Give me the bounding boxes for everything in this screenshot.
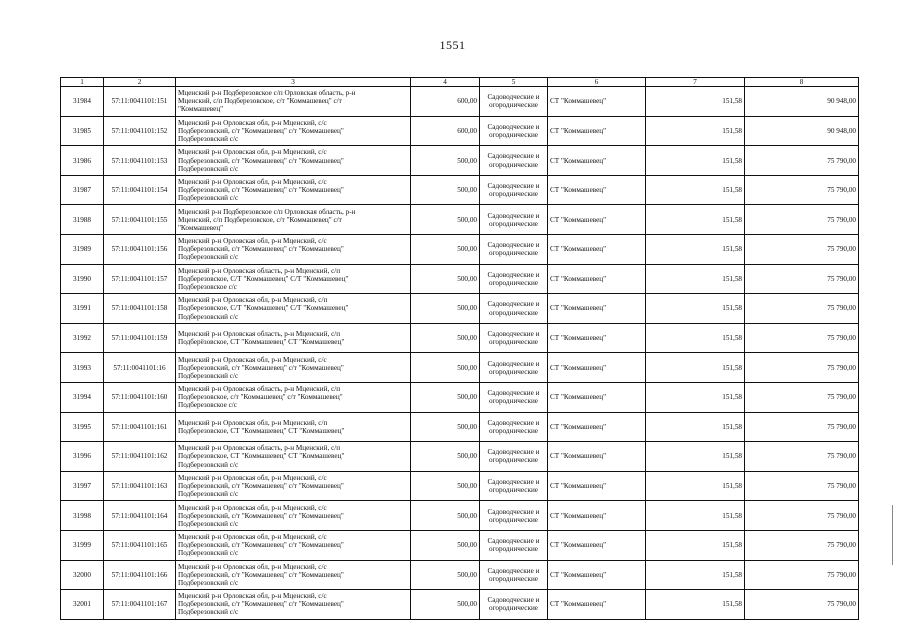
cadastral-number: 57:11:0041101:163 (104, 471, 176, 501)
row-number: 31999 (61, 530, 104, 560)
row-number: 31987 (61, 175, 104, 205)
address-line: Подберезовский с/с (178, 134, 239, 143)
cadastral-number: 57:11:0041101:16 (104, 353, 176, 383)
address-cell (176, 383, 411, 413)
land-use-line: Садоводческие и (487, 478, 540, 487)
land-use-line: огороднические (489, 486, 538, 495)
address-cell (176, 205, 411, 235)
cadastral-number: 57:11:0041101:155 (104, 205, 176, 235)
row-number: 31989 (61, 235, 104, 265)
value-cell: 75 790,00 (745, 471, 859, 501)
address-line: Мценский р-н Орловская обл, р-н Мценский, с/с (178, 355, 327, 364)
value-cell: 75 790,00 (745, 560, 859, 590)
address-line: Подберезовское, СТ "Коммашевец" СТ "Коммашевец" (178, 452, 345, 461)
rate-cell: 151,58 (646, 471, 745, 501)
value-cell: 75 790,00 (745, 323, 859, 353)
land-use-line: Садоводческие и (487, 566, 540, 575)
rate-cell: 151,58 (646, 235, 745, 265)
land-use-cell (480, 294, 548, 324)
table-row (61, 87, 859, 117)
address-line: Подберезовский с/с (178, 549, 239, 558)
owner-cell: СТ "Коммашевец" (548, 235, 646, 265)
address-line: Мценский р-н Орловская область, р-н Мценский, с/п (178, 330, 341, 339)
owner-cell: СТ "Коммашевец" (548, 590, 646, 620)
row-number: 31984 (61, 87, 104, 117)
rate-cell: 151,58 (646, 175, 745, 205)
cadastral-number: 57:11:0041101:167 (104, 590, 176, 620)
address-line: Мценский р-н Орловская обл, р-н Мценский, с/с (178, 533, 327, 542)
value-cell: 90 948,00 (745, 87, 859, 117)
scan-edge-mark (892, 505, 893, 565)
rate-cell: 151,58 (646, 205, 745, 235)
header-cell-cadastral: 2 (104, 78, 176, 87)
land-use-line: Садоводческие и (487, 241, 540, 250)
table-row (61, 560, 859, 590)
land-use-line: Садоводческие и (487, 300, 540, 309)
land-use-line: Садоводческие и (487, 330, 540, 339)
land-use-line: Садоводческие и (487, 359, 540, 368)
table-row (61, 264, 859, 294)
rate-cell: 151,58 (646, 264, 745, 294)
row-number: 31985 (61, 116, 104, 146)
address-line: "Коммашевец" (178, 105, 224, 114)
rate-cell: 151,58 (646, 353, 745, 383)
table-row (61, 175, 859, 205)
owner-cell: СТ "Коммашевец" (548, 116, 646, 146)
land-use-cell (480, 323, 548, 353)
address-line: Подберезовское с/с (178, 401, 237, 410)
cadastral-number: 57:11:0041101:157 (104, 264, 176, 294)
area-cell: 500,00 (411, 560, 480, 590)
table-row (61, 235, 859, 265)
table-row (61, 146, 859, 176)
area-cell: 500,00 (411, 264, 480, 294)
land-use-cell (480, 87, 548, 117)
row-number: 31998 (61, 501, 104, 531)
table-row (61, 501, 859, 531)
land-use-cell (480, 383, 548, 413)
area-cell: 500,00 (411, 442, 480, 472)
address-cell (176, 116, 411, 146)
land-use-cell (480, 471, 548, 501)
rate-cell: 151,58 (646, 146, 745, 176)
land-use-line: огороднические (489, 190, 538, 199)
value-cell: 75 790,00 (745, 264, 859, 294)
land-use-cell (480, 235, 548, 265)
address-line: Мценский, с/п Подберезовское, с/т "Коммашевец" с/т (178, 215, 342, 224)
address-line: Мценский р-н Орловская область, р-н Мценский, с/п (178, 385, 341, 394)
owner-cell: СТ "Коммашевец" (548, 264, 646, 294)
cadastral-number: 57:11:0041101:160 (104, 383, 176, 413)
cadastral-number: 57:11:0041101:161 (104, 412, 176, 442)
value-cell: 90 948,00 (745, 116, 859, 146)
cadastral-number: 57:11:0041101:152 (104, 116, 176, 146)
address-line: Подберезовский, с/т "Коммашевец" с/т "Коммашевец" (178, 245, 344, 254)
land-use-line: огороднические (489, 456, 538, 465)
rate-cell: 151,58 (646, 87, 745, 117)
address-line: Подберезовский с/с (178, 371, 239, 380)
table-row (61, 205, 859, 235)
cadastral-number: 57:11:0041101:153 (104, 146, 176, 176)
header-cell-num: 1 (61, 78, 104, 87)
rate-cell: 151,58 (646, 383, 745, 413)
row-number: 31995 (61, 412, 104, 442)
value-cell: 75 790,00 (745, 383, 859, 413)
value-cell: 75 790,00 (745, 353, 859, 383)
owner-cell: СТ "Коммашевец" (548, 205, 646, 235)
land-use-line: Садоводческие и (487, 152, 540, 161)
address-line: Мценский р-н Орловская обл, р-н Мценский, с/с (178, 503, 327, 512)
owner-cell: СТ "Коммашевец" (548, 87, 646, 117)
land-use-cell (480, 205, 548, 235)
table-row (61, 412, 859, 442)
header-cell-rate: 7 (646, 78, 745, 87)
cadastral-number: 57:11:0041101:162 (104, 442, 176, 472)
address-line: Мценский р-н Орловская обл, р-н Мценский, с/п (178, 418, 328, 427)
address-line: Мценский, с/п Подберезовское, с/т "Коммашевец" с/т (178, 97, 342, 106)
cadastral-number: 57:11:0041101:159 (104, 323, 176, 353)
row-number: 31988 (61, 205, 104, 235)
address-cell (176, 87, 411, 117)
register-body (61, 87, 859, 620)
address-line: Подберезовский, с/т "Коммашевец" с/т "Коммашевец" (178, 156, 344, 165)
address-cell (176, 175, 411, 205)
land-use-line: огороднические (489, 604, 538, 613)
row-number: 31994 (61, 383, 104, 413)
land-use-line: Садоводческие и (487, 507, 540, 516)
address-line: Мценский р-н Орловская обл, р-н Мценский, с/с (178, 118, 327, 127)
table-row (61, 530, 859, 560)
land-use-line: огороднические (489, 515, 538, 524)
header-cell-owner: 6 (548, 78, 646, 87)
address-cell (176, 442, 411, 472)
row-number: 31990 (61, 264, 104, 294)
land-use-line: огороднические (489, 130, 538, 139)
table-row (61, 442, 859, 472)
address-line: Подберезовский, с/т "Коммашевец" с/т "Коммашевец" (178, 186, 344, 195)
row-number: 31997 (61, 471, 104, 501)
land-use-line: огороднические (489, 278, 538, 287)
land-use-line: огороднические (489, 160, 538, 169)
land-use-line: Садоводческие и (487, 182, 540, 191)
address-line: Подберезовское, С/Т "Коммашевец" С/Т "Коммашевец" (178, 304, 349, 313)
address-line: Мценский р-н Орловская обл, р-н Мценский, с/с (178, 237, 327, 246)
area-cell: 500,00 (411, 235, 480, 265)
header-cell-address: 3 (176, 78, 411, 87)
address-cell (176, 412, 411, 442)
land-use-line: огороднические (489, 397, 538, 406)
address-line: Подберезовский с/с (178, 490, 239, 499)
address-line: Подберезовский с/с (178, 194, 239, 203)
table-row (61, 323, 859, 353)
address-line: Мценский р-н Подберезовское с/п Орловская область, р-н (178, 207, 356, 216)
address-line: Подберезовский, с/т "Коммашевец" с/т "Коммашевец" (178, 600, 344, 609)
value-cell: 75 790,00 (745, 294, 859, 324)
address-cell (176, 235, 411, 265)
address-line: Мценский р-н Орловская обл, р-н Мценский, с/с (178, 178, 327, 187)
area-cell: 500,00 (411, 146, 480, 176)
cadastral-number: 57:11:0041101:154 (104, 175, 176, 205)
table-row (61, 383, 859, 413)
rate-cell: 151,58 (646, 590, 745, 620)
owner-cell: СТ "Коммашевец" (548, 146, 646, 176)
owner-cell: СТ "Коммашевец" (548, 501, 646, 531)
owner-cell: СТ "Коммашевец" (548, 175, 646, 205)
address-line: Подберезовское с/с (178, 282, 237, 291)
address-line: Подберезовский с/с (178, 253, 239, 262)
rate-cell: 151,58 (646, 501, 745, 531)
land-use-cell (480, 146, 548, 176)
address-cell (176, 590, 411, 620)
address-line: Подберезовский, с/т "Коммашевец" с/т "Коммашевец" (178, 570, 344, 579)
table-row (61, 116, 859, 146)
land-use-cell (480, 264, 548, 294)
land-use-line: огороднические (489, 338, 538, 347)
owner-cell: СТ "Коммашевец" (548, 471, 646, 501)
land-use-line: Садоводческие и (487, 122, 540, 131)
address-line: Подберезовский с/с (178, 608, 239, 617)
area-cell: 500,00 (411, 530, 480, 560)
address-cell (176, 353, 411, 383)
address-line: Подберезовское, с/т "Коммашевец" с/т "Коммашевец" (178, 393, 343, 402)
address-cell (176, 501, 411, 531)
address-line: Подберезовский с/с (178, 460, 239, 469)
address-cell (176, 560, 411, 590)
value-cell: 75 790,00 (745, 205, 859, 235)
value-cell: 75 790,00 (745, 590, 859, 620)
land-use-line: огороднические (489, 101, 538, 110)
area-cell: 500,00 (411, 205, 480, 235)
rate-cell: 151,58 (646, 116, 745, 146)
owner-cell: СТ "Коммашевец" (548, 323, 646, 353)
owner-cell: СТ "Коммашевец" (548, 412, 646, 442)
value-cell: 75 790,00 (745, 235, 859, 265)
area-cell: 500,00 (411, 353, 480, 383)
address-line: Мценский р-н Орловская область, р-н Мценский, с/п (178, 444, 341, 453)
land-use-cell (480, 590, 548, 620)
cadastral-number: 57:11:0041101:156 (104, 235, 176, 265)
owner-cell: СТ "Коммашевец" (548, 442, 646, 472)
address-line: Подберезовский, с/т "Коммашевец" с/т "Коммашевец" (178, 511, 344, 520)
header-row (61, 78, 859, 87)
cadastral-number: 57:11:0041101:164 (104, 501, 176, 531)
address-line: Мценский р-н Орловская обл, р-н Мценский, с/с (178, 473, 327, 482)
land-use-cell (480, 353, 548, 383)
land-use-line: Садоводческие и (487, 418, 540, 427)
header-cell-value: 8 (745, 78, 859, 87)
address-line: Подберезовский, с/т "Коммашевец" с/т "Коммашевец" (178, 363, 344, 372)
address-line: Подберёзовское, СТ "Коммашевец" СТ "Коммашевец" (178, 338, 345, 347)
land-use-cell (480, 116, 548, 146)
address-line: Мценский р-н Орловская обл, р-н Мценский, с/с (178, 592, 327, 601)
area-cell: 500,00 (411, 294, 480, 324)
land-use-line: Садоводческие и (487, 448, 540, 457)
land-use-line: огороднические (489, 574, 538, 583)
address-line: Подберезовский с/с (178, 312, 239, 321)
row-number: 31996 (61, 442, 104, 472)
land-use-line: Садоводческие и (487, 270, 540, 279)
owner-cell: СТ "Коммашевец" (548, 530, 646, 560)
land-use-line: огороднические (489, 249, 538, 258)
address-line: Мценский р-н Орловская обл, р-н Мценский, с/п (178, 296, 328, 305)
address-cell (176, 264, 411, 294)
area-cell: 600,00 (411, 116, 480, 146)
row-number: 32001 (61, 590, 104, 620)
land-use-line: Садоводческие и (487, 93, 540, 102)
row-number: 32000 (61, 560, 104, 590)
rate-cell: 151,58 (646, 294, 745, 324)
address-line: Мценский р-н Орловская обл, р-н Мценский, с/с (178, 562, 327, 571)
land-use-cell (480, 501, 548, 531)
rate-cell: 151,58 (646, 560, 745, 590)
area-cell: 500,00 (411, 501, 480, 531)
address-line: Подберезовский с/с (178, 578, 239, 587)
area-cell: 500,00 (411, 383, 480, 413)
cadastral-number: 57:11:0041101:166 (104, 560, 176, 590)
address-line: Мценский р-н Орловская область, р-н Мценский, с/п (178, 266, 341, 275)
land-use-line: огороднические (489, 219, 538, 228)
land-use-line: Садоводческие и (487, 211, 540, 220)
address-line: Мценский р-н Подберезовское с/п Орловская область, р-н (178, 89, 356, 98)
address-line: Подберезовский, с/т "Коммашевец" с/т "Коммашевец" (178, 482, 344, 491)
address-line: Мценский р-н Орловская обл, р-н Мценский, с/с (178, 148, 327, 157)
area-cell: 500,00 (411, 471, 480, 501)
owner-cell: СТ "Коммашевец" (548, 383, 646, 413)
row-number: 31992 (61, 323, 104, 353)
address-cell (176, 146, 411, 176)
address-line: Подберезовский с/с (178, 164, 239, 173)
land-use-line: Садоводческие и (487, 389, 540, 398)
land-use-cell (480, 560, 548, 590)
owner-cell: СТ "Коммашевец" (548, 560, 646, 590)
area-cell: 600,00 (411, 87, 480, 117)
area-cell: 500,00 (411, 412, 480, 442)
rate-cell: 151,58 (646, 442, 745, 472)
value-cell: 75 790,00 (745, 146, 859, 176)
area-cell: 500,00 (411, 175, 480, 205)
address-line: Подберезовский, с/т "Коммашевец" с/т "Коммашевец" (178, 541, 344, 550)
row-number: 31986 (61, 146, 104, 176)
address-line: "Коммашевец" (178, 223, 224, 232)
address-line: Подберезовское, С/Т "Коммашевец" С/Т "Коммашевец" (178, 274, 349, 283)
value-cell: 75 790,00 (745, 530, 859, 560)
value-cell: 75 790,00 (745, 442, 859, 472)
table-row (61, 294, 859, 324)
cadastral-number: 57:11:0041101:158 (104, 294, 176, 324)
value-cell: 75 790,00 (745, 501, 859, 531)
row-number: 31993 (61, 353, 104, 383)
address-cell (176, 294, 411, 324)
header-cell-use: 5 (480, 78, 548, 87)
address-line: Подберезовский, с/т "Коммашевец" с/т "Коммашевец" (178, 126, 344, 135)
area-cell: 500,00 (411, 323, 480, 353)
page-number: 1551 (439, 38, 466, 52)
cadastral-number: 57:11:0041101:151 (104, 87, 176, 117)
owner-cell: СТ "Коммашевец" (548, 353, 646, 383)
address-cell (176, 471, 411, 501)
address-cell (176, 323, 411, 353)
value-cell: 75 790,00 (745, 175, 859, 205)
land-use-line: огороднические (489, 426, 538, 435)
rate-cell: 151,58 (646, 323, 745, 353)
address-line: Подберезовское, СТ "Коммашевец" СТ "Коммашевец" (178, 426, 345, 435)
area-cell: 500,00 (411, 590, 480, 620)
land-use-cell (480, 175, 548, 205)
header-cell-area: 4 (411, 78, 480, 87)
value-cell: 75 790,00 (745, 412, 859, 442)
land-use-line: Садоводческие и (487, 596, 540, 605)
land-use-line: огороднические (489, 545, 538, 554)
rate-cell: 151,58 (646, 530, 745, 560)
table-row (61, 353, 859, 383)
land-use-cell (480, 530, 548, 560)
owner-cell: СТ "Коммашевец" (548, 294, 646, 324)
cadastral-number: 57:11:0041101:165 (104, 530, 176, 560)
land-use-cell (480, 412, 548, 442)
table-row (61, 590, 859, 620)
register-table (60, 77, 859, 620)
rate-cell: 151,58 (646, 412, 745, 442)
land-use-cell (480, 442, 548, 472)
row-number: 31991 (61, 294, 104, 324)
address-cell (176, 530, 411, 560)
land-use-line: Садоводческие и (487, 537, 540, 546)
address-line: Подберезовский с/с (178, 519, 239, 528)
land-use-line: огороднические (489, 308, 538, 317)
table-row (61, 471, 859, 501)
land-use-line: огороднические (489, 367, 538, 376)
